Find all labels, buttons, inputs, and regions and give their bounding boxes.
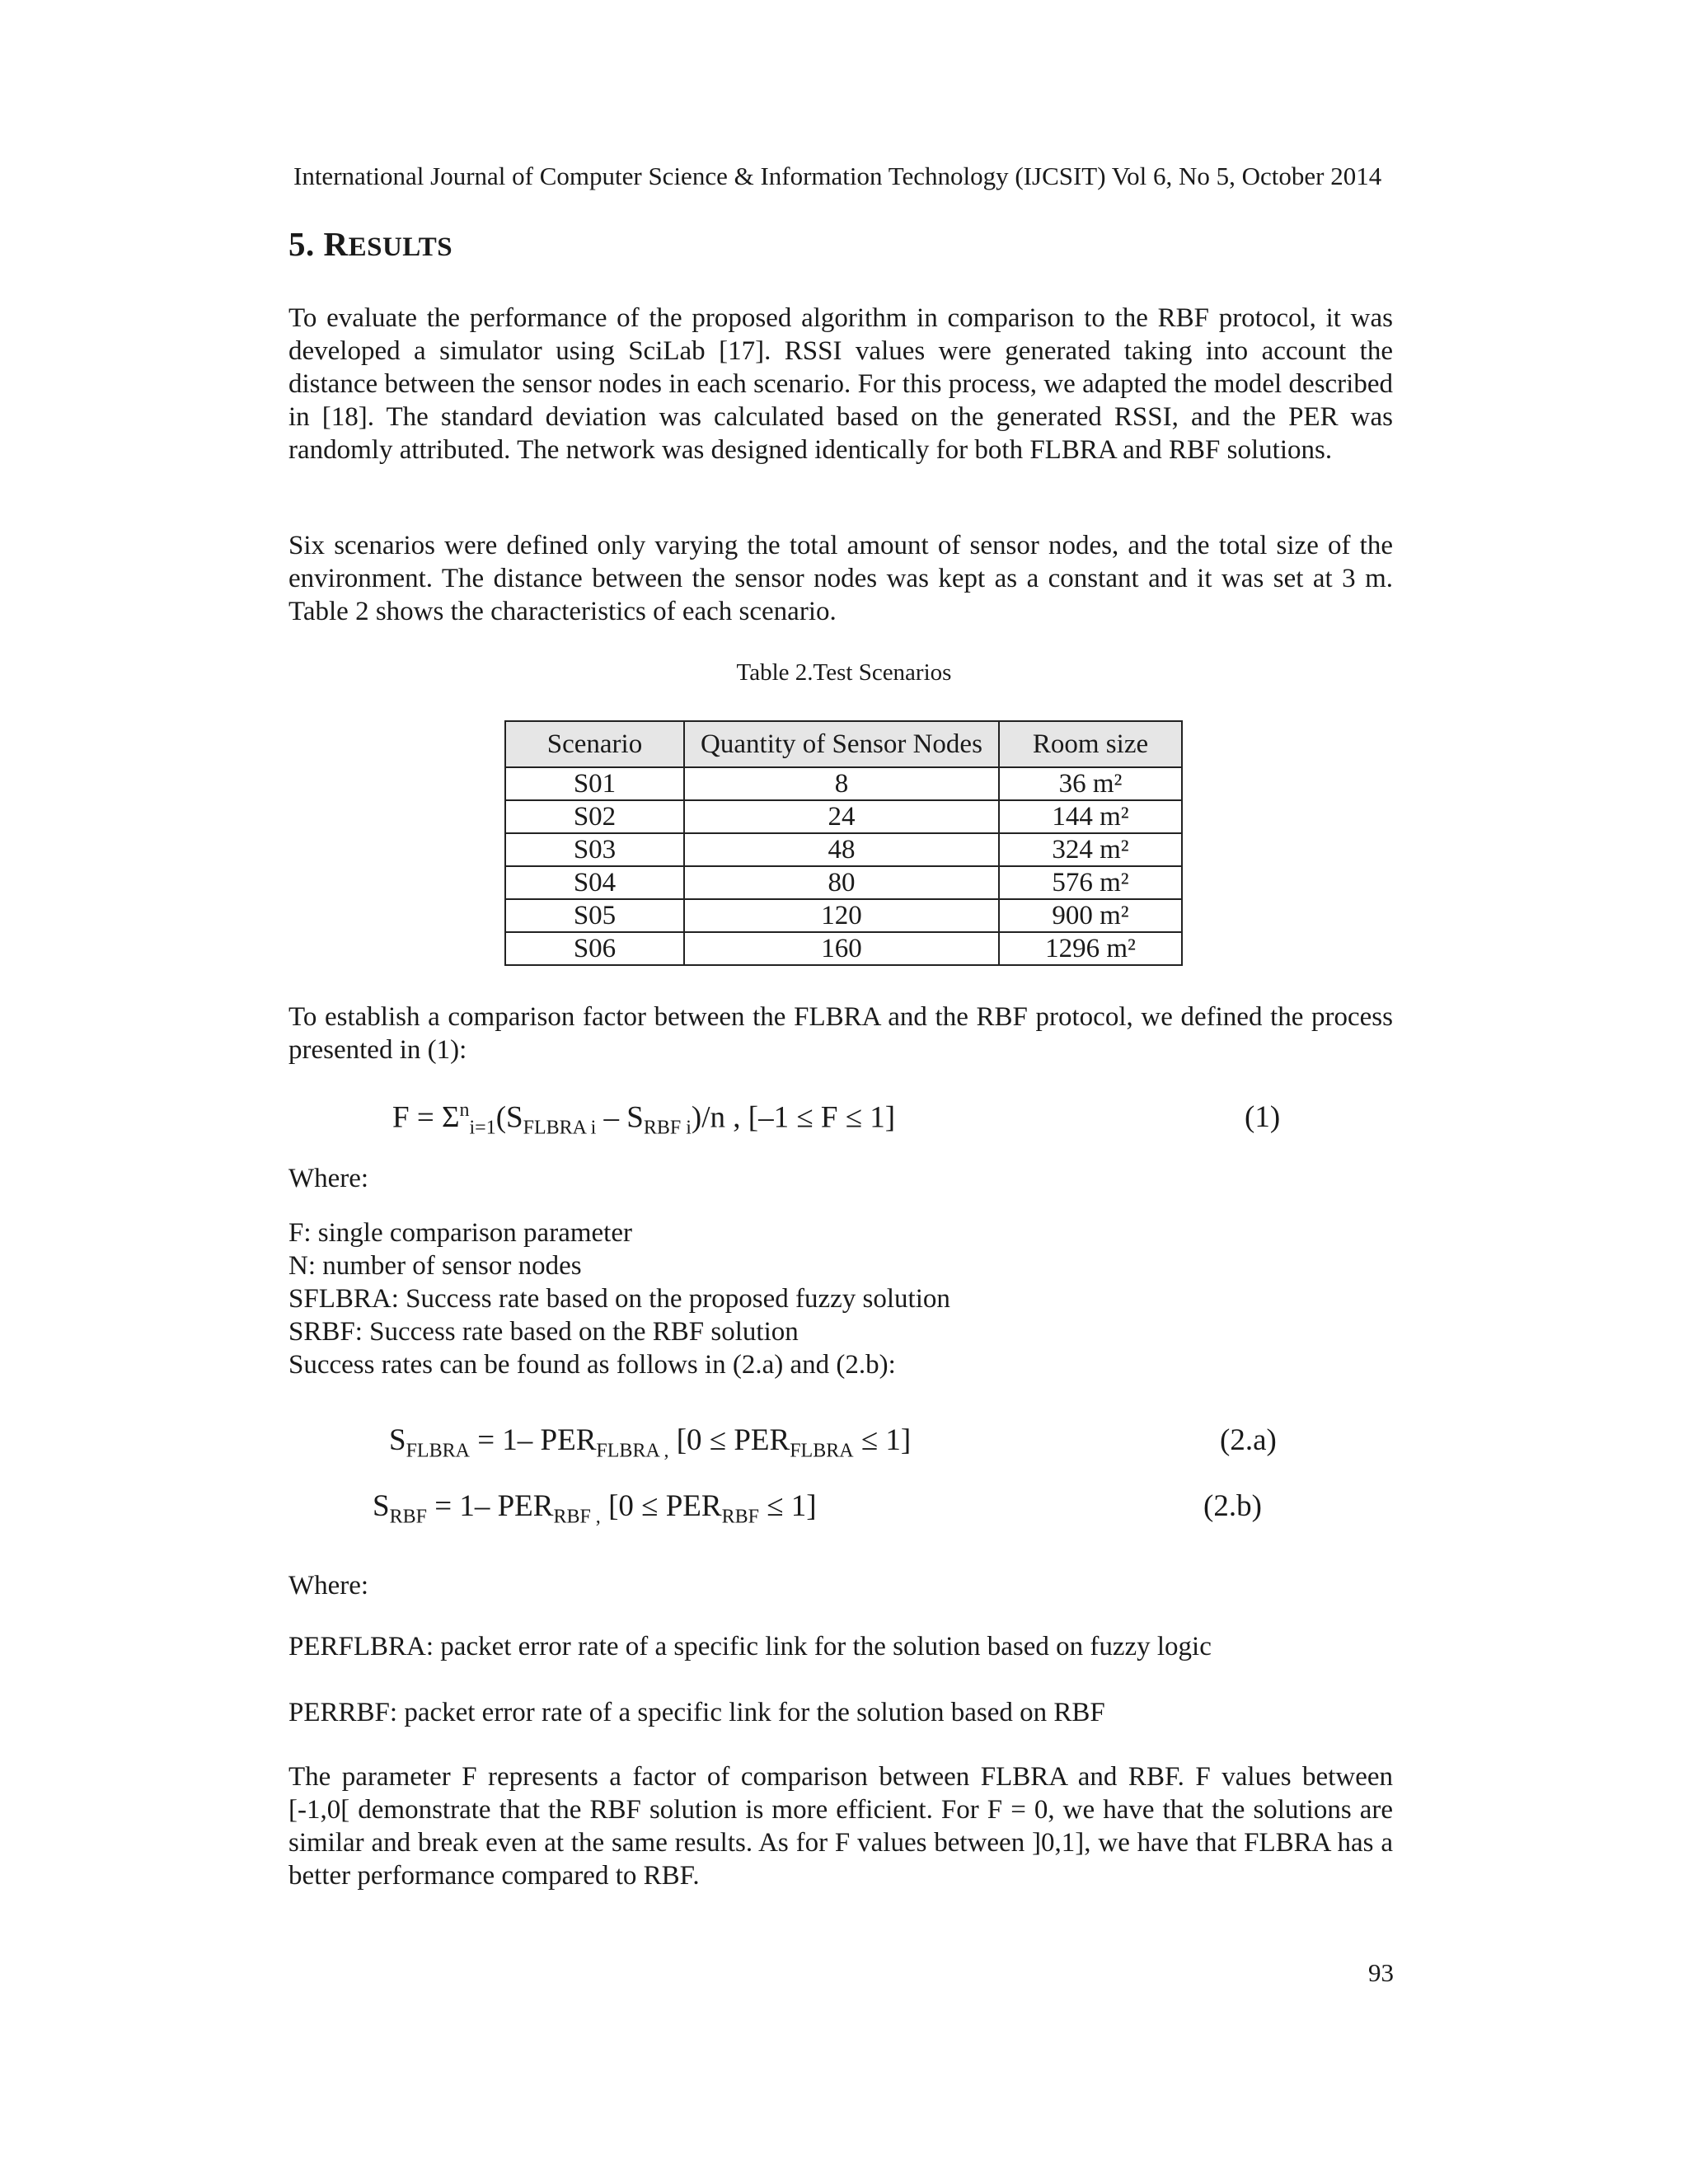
- eq1-s1: FLBRA i: [523, 1117, 597, 1139]
- eq2a-mid: = 1– PER: [469, 1423, 597, 1457]
- section-rest: ESULTS: [348, 232, 453, 262]
- cell-scenario: S02: [505, 800, 684, 833]
- cell-room-size: 324 m²: [999, 833, 1182, 866]
- table-row: [505, 866, 1182, 899]
- section-title: [288, 224, 452, 264]
- cell-quantity: 48: [684, 833, 999, 866]
- eq2a-s: S: [389, 1423, 406, 1457]
- cell-scenario: S04: [505, 866, 684, 899]
- eq1-pre: F = Σ: [392, 1100, 460, 1135]
- definition-line: SRBF: Success rate based on the RBF solution: [288, 1317, 799, 1347]
- table-caption: Table 2.Test Scenarios: [736, 659, 952, 686]
- equation-2a-number: (2.a): [1220, 1423, 1277, 1457]
- table-header-row: [505, 721, 1182, 767]
- equation-1-number: (1): [1245, 1100, 1281, 1134]
- definition-line: SFLBRA: Success rate based on the proposed fuzzy solution: [288, 1284, 950, 1314]
- eq1-sup: n: [459, 1099, 470, 1121]
- where-label-2: Where:: [288, 1571, 369, 1601]
- cell-quantity: 8: [684, 767, 999, 800]
- cell-room-size: 144 m²: [999, 800, 1182, 833]
- header-room-size: Room size: [999, 721, 1182, 767]
- eq2b-per-sub: RBF ,: [553, 1506, 601, 1528]
- header-quantity: Quantity of Sensor Nodes: [684, 721, 999, 767]
- eq2b-end: ≤ 1]: [758, 1489, 817, 1523]
- eq1-s2: RBF i: [643, 1117, 692, 1139]
- cell-quantity: 24: [684, 800, 999, 833]
- paragraph-parameter-f: The parameter F represents a factor of comparison between FLBRA and RBF. F values between [-1,0[ demonstrate that the RBF solution is more efficient. For F = 0, we have that the solutions are similar and break even at the same results. As for F values between ]0,1], we have that FLBRA has a better performance compared to RBF.: [288, 1762, 1393, 1891]
- cell-room-size: 36 m²: [999, 767, 1182, 800]
- eq2a-range: [0 ≤ PER: [668, 1423, 790, 1457]
- eq2a-end: ≤ 1]: [853, 1423, 912, 1457]
- table-row: [505, 932, 1182, 965]
- eq2a-s-sub: FLBRA: [406, 1440, 470, 1462]
- definition-line: N: number of sensor nodes: [288, 1251, 582, 1281]
- eq2a-per-sub: FLBRA ,: [596, 1440, 669, 1462]
- eq1-sub: i=1: [469, 1117, 496, 1139]
- paragraph-intro: To evaluate the performance of the proposed algorithm in comparison to the RBF protocol, it was developed a simulator using SciLab [17]. RSSI values were generated taking into account the distance between the sensor nodes in each scenario. For this process, we adapted the model described in [18]. The standard deviation was calculated based on the generated RSSI, and the PER was randomly attributed. The network was designed identically for both FLBRA and RBF solutions.: [288, 303, 1393, 465]
- eq2b-s: S: [373, 1489, 390, 1523]
- table-row: [505, 899, 1182, 932]
- scenarios-table: [504, 720, 1183, 966]
- per-flbra-definition: PERFLBRA: packet error rate of a specific link for the solution based on fuzzy logic: [288, 1632, 1212, 1661]
- eq2b-mid: = 1– PER: [426, 1489, 554, 1523]
- eq2b-s-sub: RBF: [389, 1506, 427, 1528]
- definition-line: F: single comparison parameter: [288, 1218, 632, 1248]
- cell-scenario: S03: [505, 833, 684, 866]
- eq1-post: )/n , [–1 ≤ F ≤ 1]: [691, 1100, 896, 1135]
- paragraph-comparison: To establish a comparison factor between the FLBRA and the RBF protocol, we defined the process presented in (1):: [288, 1002, 1393, 1065]
- cell-scenario: S01: [505, 767, 684, 800]
- cell-scenario: S05: [505, 899, 684, 932]
- eq2a-range-sub: FLBRA: [790, 1440, 854, 1462]
- header-scenario: Scenario: [505, 721, 684, 767]
- equation-2b-number: (2.b): [1203, 1489, 1262, 1523]
- table-row: [505, 767, 1182, 800]
- eq2b-range-sub: RBF: [721, 1506, 759, 1528]
- per-rbf-definition: PERRBF: packet error rate of a specific link for the solution based on RBF: [288, 1698, 1105, 1727]
- eq1-minus: – S: [596, 1100, 644, 1135]
- journal-header: International Journal of Computer Science & Information Technology (IJCSIT) Vol 6, No 5, October 2014: [293, 162, 1382, 190]
- equation-1: [392, 1099, 895, 1140]
- table-row: [505, 800, 1182, 833]
- section-number: 5.: [288, 225, 315, 263]
- equation-2b: [373, 1488, 817, 1528]
- cell-quantity: 120: [684, 899, 999, 932]
- paragraph-scenarios: Six scenarios were defined only varying the total amount of sensor nodes, and the total size of the environment. The distance between the sensor nodes was kept as a constant and it was set at 3 m. Table 2 shows the characteristics of each scenario.: [288, 531, 1393, 626]
- cell-room-size: 1296 m²: [999, 932, 1182, 965]
- cell-quantity: 80: [684, 866, 999, 899]
- cell-quantity: 160: [684, 932, 999, 965]
- where-label-1: Where:: [288, 1164, 369, 1193]
- cell-room-size: 900 m²: [999, 899, 1182, 932]
- definition-line: Success rates can be found as follows in (2.a) and (2.b):: [288, 1350, 896, 1380]
- equation-2a: [389, 1422, 911, 1462]
- section-first-letter: R: [323, 225, 349, 263]
- table-row: [505, 833, 1182, 866]
- eq1-open: (S: [495, 1100, 523, 1135]
- cell-room-size: 576 m²: [999, 866, 1182, 899]
- cell-scenario: S06: [505, 932, 684, 965]
- eq2b-range: [0 ≤ PER: [600, 1489, 722, 1523]
- page-number: 93: [1368, 1958, 1394, 1987]
